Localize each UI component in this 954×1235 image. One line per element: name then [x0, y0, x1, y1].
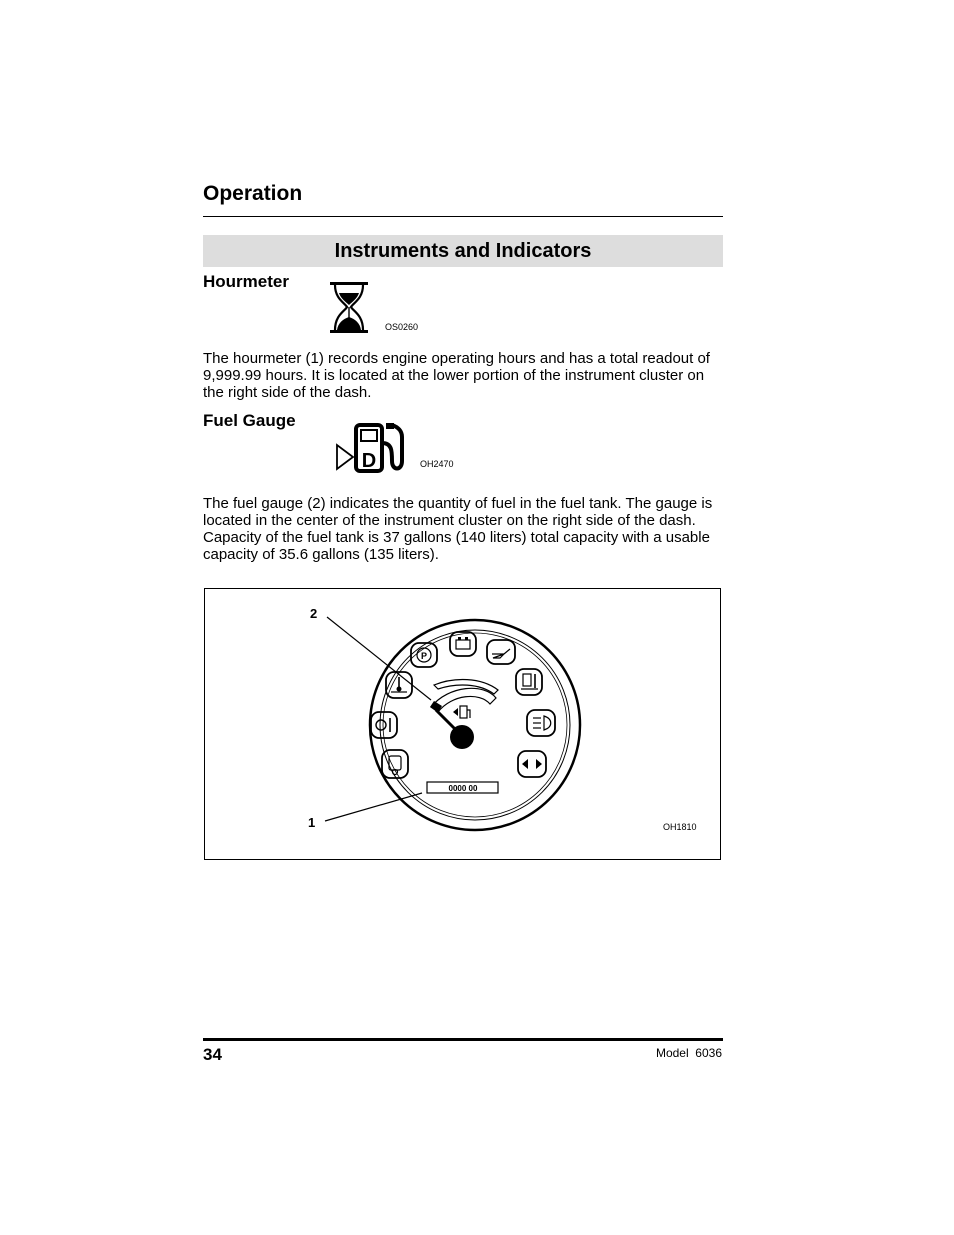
- section-header: Operation: [203, 182, 303, 205]
- headlight-lamp: [527, 710, 555, 736]
- callout-1: 1: [308, 815, 316, 830]
- transmission-temp-lamp: [371, 712, 397, 738]
- page-number: 34: [203, 1045, 222, 1064]
- figure-code: OH1810: [663, 822, 697, 832]
- instrument-cluster-diagram: [204, 588, 721, 860]
- engine-warning-lamp: [386, 672, 412, 698]
- hourmeter-icon-code: OS0260: [385, 322, 419, 332]
- footer-model: Model 6036: [655, 1046, 722, 1060]
- oil-pressure-lamp: [487, 640, 515, 664]
- hourmeter-heading: Hourmeter: [203, 272, 289, 291]
- fuel-gauge-heading: Fuel Gauge: [203, 411, 296, 430]
- fuel-gauge-icon-code: OH2470: [420, 459, 454, 469]
- hourglass-icon: [328, 281, 372, 335]
- header-divider: [203, 216, 723, 217]
- callout-2-leader: [327, 617, 431, 700]
- page-title-bar: [203, 235, 723, 267]
- hourmeter-readout-text: 0000 00: [448, 784, 478, 793]
- footer-divider: [203, 1038, 723, 1041]
- park-label: P: [420, 651, 428, 661]
- turn-signal-lamp: [518, 751, 546, 777]
- page-title: Instruments and Indicators: [334, 239, 592, 262]
- fuel-pump-icon: [334, 421, 410, 475]
- callout-2: 2: [310, 606, 318, 621]
- coolant-temp-lamp: [516, 669, 542, 695]
- fuel-gauge-description: The fuel gauge (2) indicates the quantity of fuel in the fuel tank. The gauge is located in the center of the instrument cluster on the right side of the dash. Capacity of the fuel tank is 37 gallons (140 liters) total capacity with a usable capacity of 35.6 gallons (135 liters).: [203, 495, 713, 563]
- hourmeter-description: The hourmeter (1) records engine operating hours and has a total readout of 9,999.99 hours. It is located at the lower portion of the instrument cluster on the right side of the dash.: [203, 350, 710, 401]
- glow-plug-lamp: [382, 750, 408, 778]
- diesel-letter: D: [361, 450, 377, 472]
